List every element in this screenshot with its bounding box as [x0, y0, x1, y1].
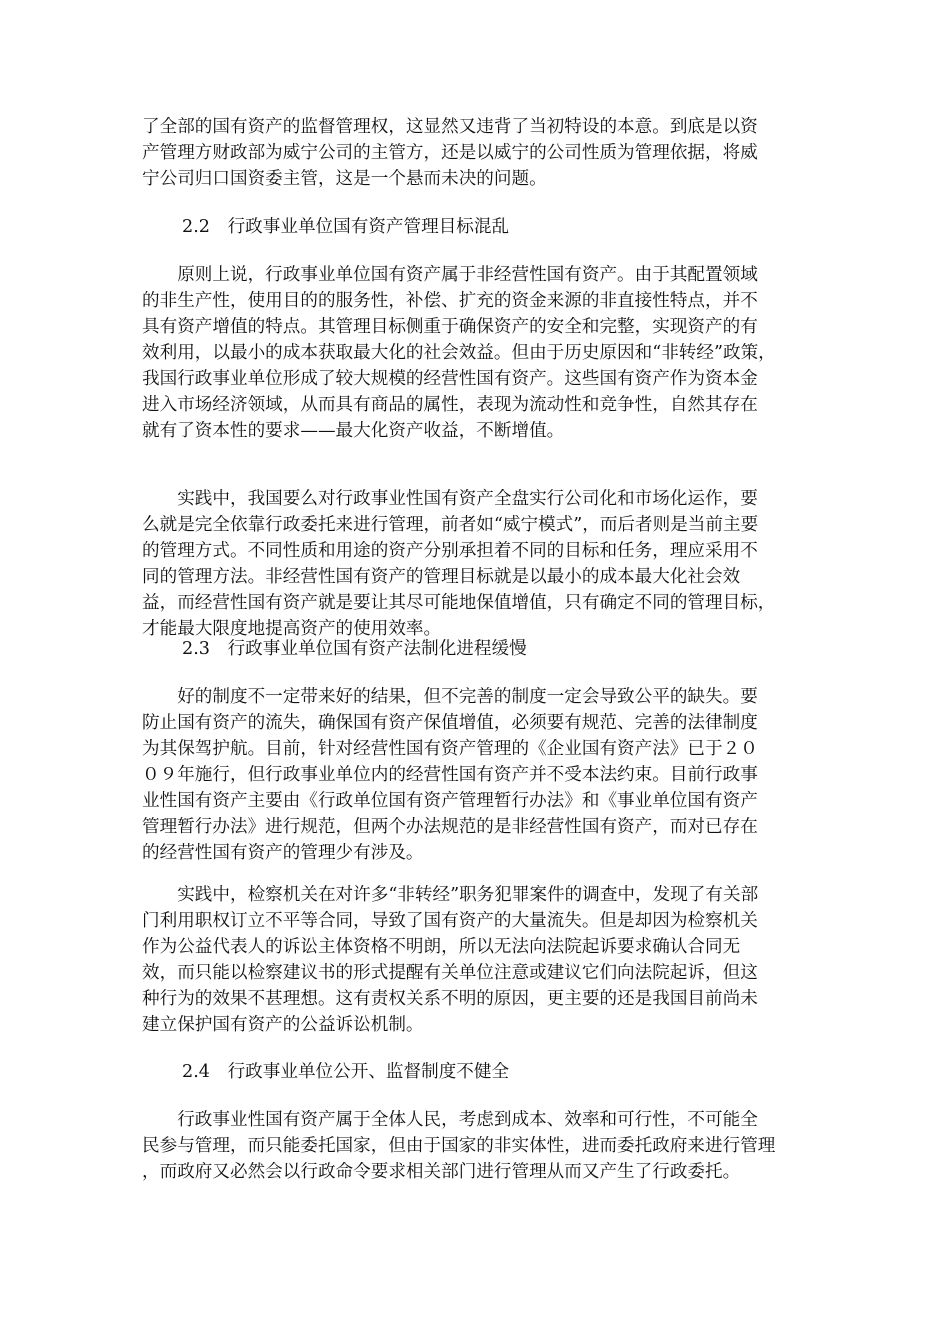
section-heading-2-4: 2.4 行政事业单位公开、监督制度不健全	[182, 1062, 510, 1082]
paragraph-line: 我国行政事业单位形成了较大规模的经营性国有资产。这些国有资产作为资本金	[142, 369, 758, 389]
paragraph-line: 防止国有资产的流失，确保国有资产保值增值，必须要有规范、完善的法律制度	[142, 713, 758, 733]
paragraph-line: 的非生产性，使用目的的服务性，补偿、扩充的资金来源的非直接性特点，并不	[142, 291, 758, 311]
paragraph-line: ０９年施行，但行政事业单位内的经营性国有资产并不受本法约束。目前行政事	[142, 765, 758, 785]
paragraph-line: 了全部的国有资产的监督管理权，这显然又违背了当初特设的本意。到底是以资	[142, 117, 758, 137]
paragraph-line: 才能最大限度地提高资产的使用效率。	[142, 619, 442, 639]
paragraph-line: 的经营性国有资产的管理少有涉及。	[142, 843, 424, 863]
paragraph-line: 好的制度不一定带来好的结果，但不完善的制度一定会导致公平的缺失。要	[142, 687, 758, 707]
paragraph-line: 效利用，以最小的成本获取最大化的社会效益。但由于历史原因和“非转经”政策，	[142, 343, 776, 363]
section-heading-2-3: 2.3 行政事业单位国有资产法制化进程缓慢	[182, 639, 527, 659]
paragraph-line: 业性国有资产主要由《行政单位国有资产管理暂行办法》和《事业单位国有资产	[142, 791, 758, 811]
paragraph-line: 么就是完全依靠行政委托来进行管理，前者如“威宁模式”，而后者则是当前主要	[142, 515, 759, 535]
paragraph-line: 就有了资本性的要求——最大化资产收益，不断增值。	[142, 421, 565, 441]
paragraph-2	[142, 262, 822, 444]
paragraph-line: 建立保护国有资产的公益诉讼机制。	[142, 1015, 424, 1035]
paragraph-line: 为其保驾护航。目前，针对经营性国有资产管理的《企业国有资产法》已于２０	[142, 739, 758, 759]
paragraph-line: 产管理方财政部为威宁公司的主管方，还是以威宁的公司性质为管理依据，将威	[142, 143, 758, 163]
paragraph-line: 同的管理方法。非经营性国有资产的管理目标就是以最小的成本最大化社会效	[142, 567, 741, 587]
paragraph-line: 实践中，我国要么对行政事业性国有资产全盘实行公司化和市场化运作，要	[142, 489, 758, 509]
paragraph-3	[142, 486, 822, 642]
paragraph-line: ，而政府又必然会以行政命令要求相关部门进行管理从而又产生了行政委托。	[142, 1162, 741, 1182]
paragraph-line: 具有资产增值的特点。其管理目标侧重于确保资产的安全和完整，实现资产的有	[142, 317, 758, 337]
paragraph-line: 益，而经营性国有资产就是要让其尽可能地保值增值，只有确定不同的管理目标，	[142, 593, 776, 613]
paragraph-line: 的管理方式。不同性质和用途的资产分别承担着不同的目标和任务，理应采用不	[142, 541, 758, 561]
paragraph-line: 宁公司归口国资委主管，这是一个悬而未决的问题。	[142, 169, 547, 189]
paragraph-line: 门利用职权订立不平等合同，导致了国有资产的大量流失。但是却因为检察机关	[142, 911, 758, 931]
paragraph-4	[142, 684, 822, 866]
paragraph-5	[142, 882, 822, 1038]
paragraph-line: 效，而只能以检察建议书的形式提醒有关单位注意或建议它们向法院起诉，但这	[142, 963, 758, 983]
paragraph-line: 行政事业性国有资产属于全体人民，考虑到成本、效率和可行性，不可能全	[142, 1110, 758, 1130]
paragraph-line: 管理暂行办法》进行规范，但两个办法规范的是非经营性国有资产，而对已存在	[142, 817, 758, 837]
section-heading-2-2: 2.2 行政事业单位国有资产管理目标混乱	[182, 217, 510, 237]
paragraph-line: 实践中，检察机关在对许多“非转经”职务犯罪案件的调查中，发现了有关部	[142, 885, 759, 905]
paragraph-6	[142, 1107, 822, 1185]
paragraph-line: 种行为的效果不甚理想。这有责权关系不明的原因，更主要的还是我国目前尚未	[142, 989, 758, 1009]
paragraph-line: 作为公益代表人的诉讼主体资格不明朗，所以无法向法院起诉要求确认合同无	[142, 937, 741, 957]
paragraph-line: 原则上说，行政事业单位国有资产属于非经营性国有资产。由于其配置领域	[142, 265, 758, 285]
paragraph-line: 进入市场经济领域，从而具有商品的属性，表现为流动性和竞争性，自然其存在	[142, 395, 758, 415]
paragraph-1	[142, 114, 822, 192]
paragraph-line: 民参与管理，而只能委托国家，但由于国家的非实体性，进而委托政府来进行管理	[142, 1136, 776, 1156]
